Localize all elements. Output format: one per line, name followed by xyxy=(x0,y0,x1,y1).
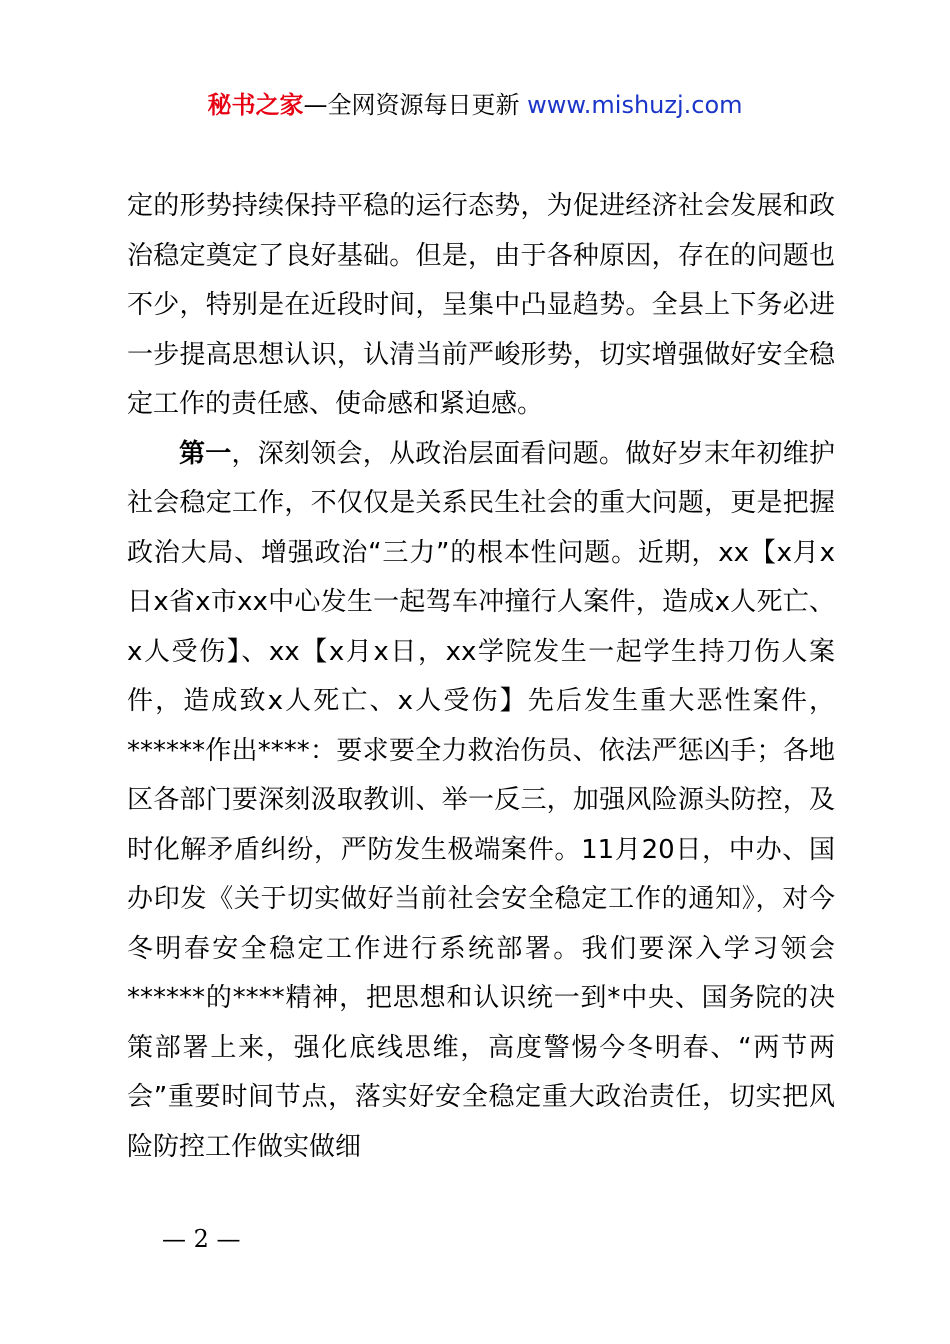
paragraph-2 xyxy=(127,430,835,1173)
site-url: www.mishuzj.com xyxy=(527,91,743,119)
site-tagline: —全网资源每日更新 xyxy=(303,91,528,119)
paragraph-1: 定的形势持续保持平稳的运行态势，为促进经济社会发展和政治稳定奠定了良好基础。但是，由于各种原因，存在的问题也不少，特别是在近段时间，呈集中凸显趋势。全县上下务必进一步提高思想认识，认清当前严峻形势，切实增强做好安全稳定工作的责任感、使命感和紧迫感。 xyxy=(127,191,835,419)
page-number: — 2 — xyxy=(162,1225,241,1253)
paragraph-2-lead: 第一 xyxy=(179,438,232,469)
site-brand: 秘书之家 xyxy=(207,91,304,119)
paragraph-2-text: ，深刻领会，从政治层面看问题。做好岁末年初维护社会稳定工作，不仅仅是关系民生社会的重大问题，更是把握政治大局、增强政治“三力”的根本性问题。近期，xx【x月x日x省x市xx中心发生一起驾车冲撞行人案件，造成x人死亡、x人受伤】、xx【x月x日，xx学院发生一起学生持刀伤人案件，造成致x人死亡、x人受伤】先后发生重大恶性案件，******作出****：要求要全力救治伤员、依法严惩凶手；各地区各部门要深刻汲取教训、举一反三，加强风险源头防控，及时化解矛盾纠纷，严防发生极端案件。11月20日，中办、国办印发《关于切实做好当前社会安全稳定工作的通知》，对今冬明春安全稳定工作进行系统部署。我们要深入学习领会******的****精神，把思想和认识统一到*中央、国务院的决策部署上来，强化底线思维，高度警惕今冬明春、“两节两会”重要时间节点，落实好安全稳定重大政治责任，切实把风险防控工作做实做细 xyxy=(127,438,835,1162)
document-body xyxy=(127,182,835,1172)
site-header xyxy=(0,88,950,122)
